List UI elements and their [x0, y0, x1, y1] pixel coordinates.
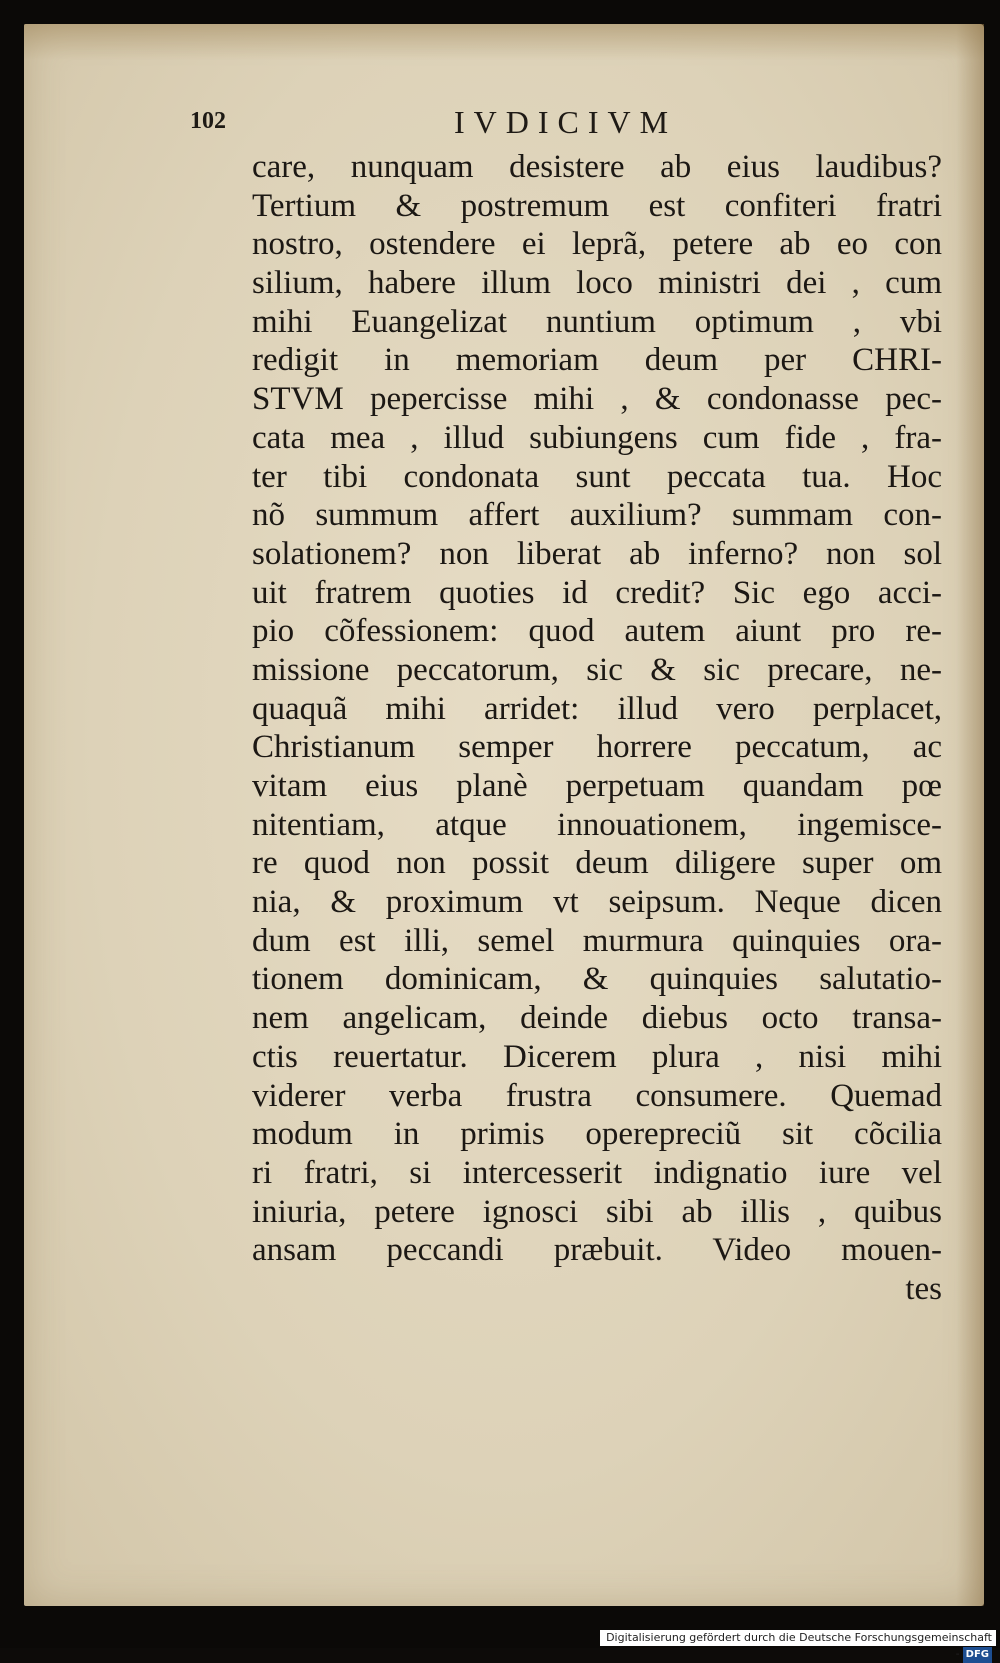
- text-line: nia, & proximum vt seipsum. Neque dicen: [252, 884, 942, 921]
- text-line: nostro, ostendere ei leprã, petere ab eo con: [252, 226, 942, 263]
- text-line: ansam peccandi præbuit. Video mouen-: [252, 1232, 942, 1269]
- catchword: tes: [905, 1270, 942, 1307]
- text-line: Tertium & postremum est confiteri fratri: [252, 187, 942, 224]
- text-line: ctis reuertatur. Dicerem plura , nisi mihi: [252, 1038, 942, 1075]
- text-line: modum in primis operepreciũ sit cõcilia: [252, 1116, 942, 1153]
- text-line: iniuria, petere ignosci sibi ab illis , quibus: [252, 1193, 942, 1230]
- digitization-credit: [600, 1630, 996, 1660]
- text-line: redigit in memoriam deum per CHRI-: [252, 342, 942, 379]
- page-edge-stain: [24, 24, 984, 60]
- text-line: uit fratrem quoties id credit? Sic ego acci-: [252, 574, 942, 611]
- text-line: dum est illi, semel murmura quinquies ora-: [252, 922, 942, 959]
- text-line: STVM pepercisse mihi , & condonasse pec-: [252, 381, 942, 418]
- page-number: 102: [190, 108, 226, 134]
- text-line: cata mea , illud subiungens cum fide , fra-: [252, 419, 942, 456]
- text-line: nitentiam, atque innouationem, ingemisce-: [252, 806, 942, 843]
- text-line: re quod non possit deum diligere super om: [252, 845, 942, 882]
- running-head: IVDICIVM: [454, 104, 678, 140]
- text-line: Christianum semper horrere peccatum, ac: [252, 729, 942, 766]
- text-line: pio cõfessionem: quod autem aiunt pro re-: [252, 613, 942, 650]
- text-line: tionem dominicam, & quinquies salutatio-: [252, 961, 942, 998]
- body-text: [252, 148, 942, 1309]
- text-line: quaquã mihi arridet: illud vero perplacet,: [252, 690, 942, 727]
- page-header: [190, 104, 750, 144]
- text-line: mihi Euangelizat nuntium optimum , vbi: [252, 303, 942, 340]
- text-line: missione peccatorum, sic & sic precare, ne-: [252, 651, 942, 688]
- text-line: viderer verba frustra consumere. Quemad: [252, 1077, 942, 1114]
- text-line: silium, habere illum loco ministri dei , cum: [252, 265, 942, 302]
- text-line: nõ summum affert auxilium? summam con-: [252, 497, 942, 534]
- text-line: vitam eius planè perpetuam quandam pœ: [252, 768, 942, 804]
- dfg-logo: DFG: [963, 1647, 992, 1663]
- text-line: nem angelicam, deinde diebus octo transa-: [252, 1000, 942, 1037]
- credit-text: Digitalisierung gefördert durch die Deutsche Forschungsgemeinschaft -: [606, 1631, 992, 1660]
- text-line: ri fratri, si intercesserit indignatio iure vel: [252, 1154, 942, 1191]
- text-line: care, nunquam desistere ab eius laudibus?: [252, 149, 942, 185]
- page-edge-shadow: [956, 24, 984, 1606]
- text-line: solationem? non liberat ab inferno? non sol: [252, 535, 942, 572]
- text-line: ter tibi condonata sunt peccata tua. Hoc: [252, 458, 942, 495]
